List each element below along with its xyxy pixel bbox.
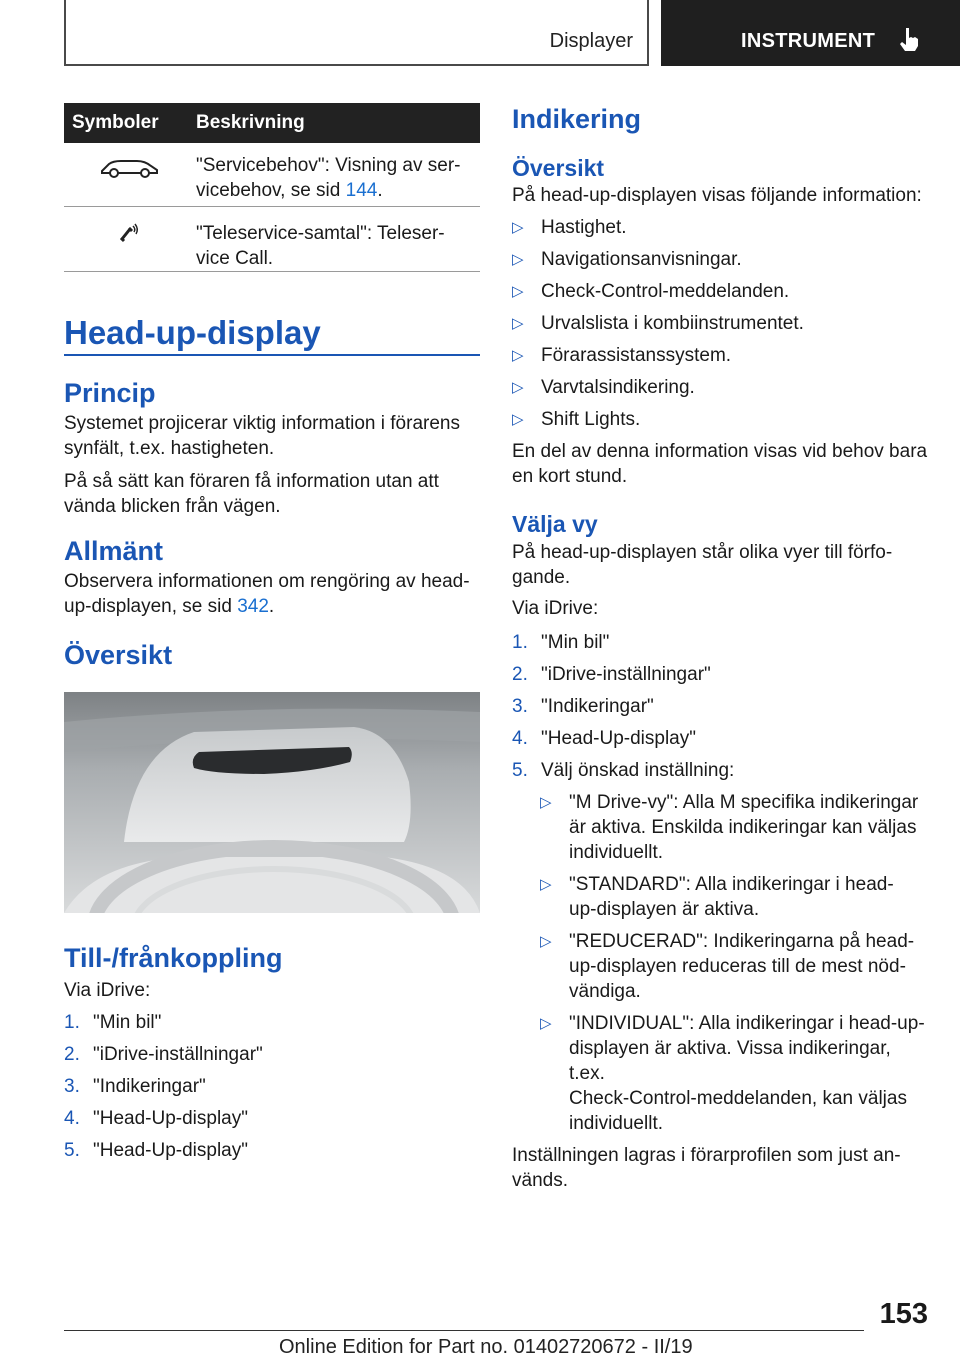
valja-vy-heading: Välja vy bbox=[512, 511, 598, 537]
princip-text-2b: vända blicken från vägen. bbox=[64, 496, 281, 517]
step-text: "Indikeringar" bbox=[93, 1076, 206, 1097]
car-service-icon bbox=[99, 157, 161, 179]
sub-item-line: up-displayen är aktiva. bbox=[569, 899, 760, 920]
col-description-header: Beskrivning bbox=[196, 112, 305, 133]
sub-item-line: ▷ "REDUCERAD": Indikeringarna på head- bbox=[569, 931, 915, 952]
teleservice-description-line2: vice Call. bbox=[196, 248, 274, 269]
step-number: 5. bbox=[64, 1140, 80, 1161]
footer-edition: Online Edition for Part no. 01402720672 - II/19 bbox=[279, 1336, 693, 1358]
sub-item-line: up-displayen reduceras till de mest nöd- bbox=[569, 956, 906, 977]
list-item: ▷ Navigationsanvisningar. bbox=[512, 247, 928, 272]
final-line-a: Inställningen lagras i förarprofilen som just an- bbox=[512, 1145, 901, 1166]
step-number: 3. bbox=[512, 696, 528, 717]
note-line-a: En del av denna information visas vid behov bara bbox=[512, 441, 928, 462]
sub-list-item bbox=[512, 929, 928, 1004]
service-description-tail: . bbox=[377, 180, 383, 201]
teleservice-call-icon bbox=[118, 221, 142, 243]
list-item bbox=[512, 694, 928, 719]
oversikt-heading: Översikt bbox=[64, 640, 173, 670]
header-section-title: Displayer bbox=[549, 30, 633, 52]
princip-text-1b: synfält, t.ex. hastigheten. bbox=[64, 438, 275, 459]
list-item: ▷ Förarassistanssystem. bbox=[512, 343, 928, 368]
list-item: ▷ Shift Lights. bbox=[512, 407, 928, 432]
valja-text-a: På head-up-displayen står olika vyer till förfo- bbox=[512, 542, 893, 563]
step-text: "Head-Up-display" bbox=[93, 1140, 248, 1161]
list-item bbox=[64, 1138, 480, 1163]
right-column bbox=[512, 103, 928, 1193]
toggle-via: Via iDrive: bbox=[64, 980, 151, 1001]
sub-item-line: ▷ "INDIVIDUAL": Alla indikeringar i head-up- bbox=[569, 1013, 925, 1034]
service-description-line1: "Servicebehov": Visning av ser- bbox=[196, 155, 461, 176]
list-item: ▷ Varvtalsindikering. bbox=[512, 375, 928, 400]
step-text: "iDrive-inställningar" bbox=[93, 1044, 263, 1065]
step-number: 4. bbox=[512, 728, 528, 749]
allmant-text-a: Observera informationen om rengöring av head- bbox=[64, 571, 470, 592]
valja-via: Via iDrive: bbox=[512, 598, 599, 619]
list-item: ▷ Urvalslista i kombiinstrumentet. bbox=[512, 311, 928, 336]
princip-text-1a: Systemet projicerar viktig information i förarens bbox=[64, 413, 460, 434]
list-item: ▷ Check-Control-meddelanden. bbox=[512, 279, 928, 304]
pointing-hand-icon bbox=[897, 26, 923, 52]
oversikt-subheading: Översikt bbox=[512, 155, 605, 181]
step-number: 3. bbox=[64, 1076, 80, 1097]
table-row bbox=[64, 143, 480, 207]
allmant-text-b: up-displayen, se sid bbox=[64, 596, 238, 617]
page-number: 153 bbox=[879, 1298, 928, 1330]
princip-heading: Princip bbox=[64, 378, 156, 408]
step-number: 5. bbox=[512, 760, 528, 781]
sub-item-line: ▷ "M Drive-vy": Alla M specifika indikeringar bbox=[569, 792, 919, 813]
step-text: "Head-Up-display" bbox=[541, 728, 696, 749]
header-chapter-title: INSTRUMENT bbox=[741, 30, 876, 52]
princip-text-2a: På så sätt kan föraren få information utan att bbox=[64, 471, 439, 492]
list-item bbox=[512, 662, 928, 687]
step-text: "Min bil" bbox=[541, 632, 610, 653]
section-title: Head-up-display bbox=[64, 314, 480, 356]
list-item bbox=[64, 1106, 480, 1131]
sub-list-item bbox=[512, 872, 928, 922]
head-up-display-photo bbox=[64, 692, 480, 913]
step-number: 1. bbox=[64, 1012, 80, 1033]
step-text: "Indikeringar" bbox=[541, 696, 654, 717]
step-text: "Head-Up-display" bbox=[93, 1108, 248, 1129]
step-text: Välj önskad inställning: bbox=[541, 760, 735, 781]
sub-item-line: är aktiva. Enskilda indikeringar kan väljas bbox=[569, 817, 917, 838]
list-item bbox=[64, 1010, 480, 1035]
step-number: 1. bbox=[512, 632, 528, 653]
valja-text-b: gande. bbox=[512, 567, 571, 588]
step-text: "Min bil" bbox=[93, 1012, 162, 1033]
sub-list-item bbox=[512, 790, 928, 865]
list-item: ▷ Hastighet. bbox=[512, 215, 928, 240]
list-item bbox=[64, 1074, 480, 1099]
symbol-table-header bbox=[64, 103, 480, 143]
service-description-line2: vicebehov, se sid bbox=[196, 180, 346, 201]
display-intro: På head-up-displayen visas följande information: bbox=[512, 185, 922, 206]
indikering-heading: Indikering bbox=[512, 104, 642, 134]
sub-item-line: ▷ "STANDARD": Alla indikeringar i head- bbox=[569, 874, 894, 895]
header-section-tab bbox=[64, 0, 649, 66]
table-row bbox=[64, 207, 480, 272]
sub-list-item bbox=[512, 1011, 928, 1136]
final-line-b: vänds. bbox=[512, 1170, 568, 1191]
step-number: 4. bbox=[64, 1108, 80, 1129]
allmant-text-tail: . bbox=[268, 596, 275, 617]
sub-item-line: Check-Control-meddelanden, kan väljas bbox=[569, 1088, 907, 1109]
sub-item-line: vändiga. bbox=[569, 981, 641, 1002]
list-item bbox=[512, 630, 928, 655]
list-item bbox=[64, 1042, 480, 1067]
cleaning-page-link[interactable]: 342 bbox=[237, 596, 269, 617]
step-number: 2. bbox=[64, 1044, 80, 1065]
allmant-heading: Allmänt bbox=[64, 536, 164, 566]
toggle-heading: Till-/frånkoppling bbox=[64, 943, 283, 973]
service-page-link[interactable]: 144 bbox=[345, 180, 378, 201]
sub-item-line: individuellt. bbox=[569, 842, 663, 863]
note-line-b: en kort stund. bbox=[512, 466, 628, 487]
col-symbol-header: Symboler bbox=[72, 112, 159, 133]
sub-item-line: individuellt. bbox=[569, 1113, 663, 1134]
list-item bbox=[512, 726, 928, 751]
step-text: "iDrive-inställningar" bbox=[541, 664, 711, 685]
teleservice-description-line1: "Teleservice-samtal": Teleser- bbox=[196, 223, 445, 244]
footer-divider bbox=[64, 1330, 864, 1331]
dashboard-illustration bbox=[64, 692, 480, 913]
step-number: 2. bbox=[512, 664, 528, 685]
sub-item-line: displayen är aktiva. Vissa indikeringar, t.ex. bbox=[569, 1038, 891, 1084]
header-chapter-tab bbox=[661, 0, 960, 66]
left-column bbox=[64, 103, 480, 1163]
list-item bbox=[512, 758, 928, 783]
